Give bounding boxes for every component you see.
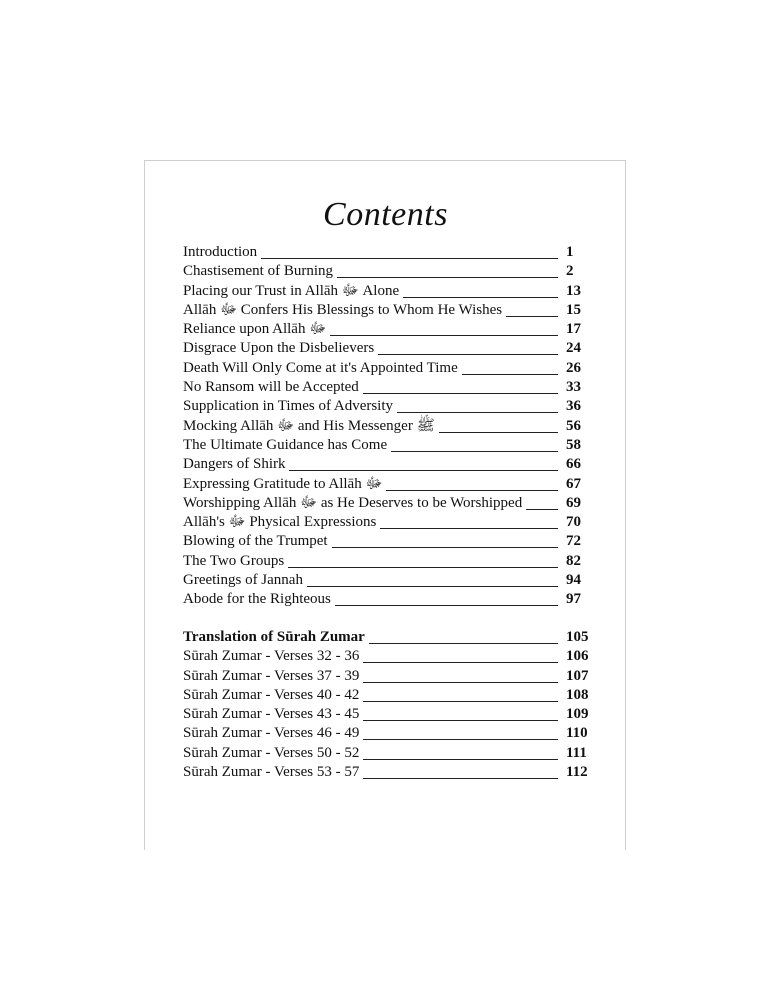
toc-entry-title: Sūrah Zumar - Verses 53 - 57: [183, 764, 360, 781]
dotted-leader: [391, 451, 558, 452]
dotted-leader: [403, 297, 558, 298]
toc-page-number: 66: [566, 456, 581, 473]
toc-entry-title: Worshipping Allāh ﷻ as He Deserves to be Worshipped: [183, 494, 523, 511]
dotted-leader: [289, 470, 558, 471]
toc-page-number: 107: [566, 667, 589, 684]
toc-page-number: 1: [566, 244, 574, 260]
toc-page-number: 15: [566, 301, 581, 318]
toc-entry[interactable]: [183, 282, 603, 301]
dotted-leader: [332, 547, 558, 548]
toc-entry-title: The Two Groups: [183, 552, 285, 569]
toc-entry[interactable]: [183, 475, 603, 494]
toc-entry-title: Chastisement of Burning: [183, 263, 333, 280]
toc-page-number: 82: [566, 552, 581, 569]
toc-section-chapters: [183, 243, 603, 610]
toc-entry[interactable]: [183, 647, 603, 666]
toc-entry[interactable]: [183, 397, 603, 416]
toc-entry[interactable]: [183, 705, 603, 724]
toc-entry[interactable]: [183, 301, 603, 320]
toc-page-number: 112: [566, 764, 588, 781]
toc-page-number: 56: [566, 417, 581, 434]
toc-entry-title: Dangers of Shirk: [183, 456, 286, 473]
toc-page-number: 17: [566, 321, 581, 338]
toc-entry-title: The Ultimate Guidance has Come: [183, 436, 388, 453]
toc-section-translation: [183, 628, 603, 782]
dotted-leader: [363, 662, 558, 663]
toc-entry-title: Death Will Only Come at it's Appointed Time: [183, 359, 458, 376]
toc-page-number: 69: [566, 494, 581, 511]
toc-entry-title: Blowing of the Trumpet: [183, 533, 328, 550]
toc-entry[interactable]: [183, 532, 603, 551]
dotted-leader: [378, 354, 558, 355]
toc-entry[interactable]: [183, 686, 603, 705]
toc-entry-title: Sūrah Zumar - Verses 32 - 36: [183, 648, 360, 665]
toc-page-number: 58: [566, 436, 581, 453]
toc-entry-title: Sūrah Zumar - Verses 40 - 42: [183, 686, 360, 703]
dotted-leader: [363, 778, 558, 779]
toc-page-number: 94: [566, 572, 581, 589]
toc-page-number: 97: [566, 591, 581, 608]
dotted-leader: [288, 567, 558, 568]
toc-entry[interactable]: [183, 590, 603, 609]
toc-entry[interactable]: [183, 571, 603, 590]
toc-entry-title: Expressing Gratitude to Allāh ﷻ: [183, 475, 383, 492]
toc-entry[interactable]: [183, 724, 603, 743]
dotted-leader: [526, 509, 558, 510]
toc-page-number: 33: [566, 379, 581, 396]
toc-entry-title: Greetings of Jannah: [183, 572, 303, 589]
toc-entry[interactable]: [183, 417, 603, 436]
toc-entry[interactable]: [183, 436, 603, 455]
dotted-leader: [363, 701, 558, 702]
toc-entry[interactable]: [183, 243, 603, 262]
toc-page-number: 106: [566, 648, 589, 665]
toc-entry-title: Translation of Sūrah Zumar: [183, 629, 365, 645]
dotted-leader: [439, 432, 558, 433]
toc-page-number: 70: [566, 514, 581, 531]
toc-entry-title: Introduction: [183, 244, 258, 260]
toc-entry-title: Supplication in Times of Adversity: [183, 398, 394, 415]
dotted-leader: [261, 258, 558, 259]
dotted-leader: [369, 643, 558, 644]
toc-entry-title: Disgrace Upon the Disbelievers: [183, 340, 375, 357]
toc-entry-title: Mocking Allāh ﷻ and His Messenger ﷺ: [183, 417, 435, 434]
dotted-leader: [337, 277, 558, 278]
toc-entry[interactable]: [183, 744, 603, 763]
toc-page-number: 67: [566, 475, 581, 492]
dotted-leader: [363, 759, 558, 760]
toc-entry[interactable]: [183, 359, 603, 378]
toc-page-number: 26: [566, 359, 581, 376]
toc-entry[interactable]: [183, 339, 603, 358]
toc-page-number: 24: [566, 340, 581, 357]
dotted-leader: [397, 412, 558, 413]
dotted-leader: [363, 720, 558, 721]
toc-entry-title: Sūrah Zumar - Verses 43 - 45: [183, 706, 360, 723]
dotted-leader: [363, 739, 558, 740]
dotted-leader: [380, 528, 558, 529]
toc-page-number: 110: [566, 725, 588, 742]
dotted-leader: [506, 316, 558, 317]
toc-entry[interactable]: [183, 763, 603, 782]
toc-page-number: 105: [566, 629, 589, 645]
toc-entry-title: Sūrah Zumar - Verses 50 - 52: [183, 744, 360, 761]
toc-entry[interactable]: [183, 320, 603, 339]
dotted-leader: [386, 490, 558, 491]
toc-page-number: 109: [566, 706, 589, 723]
toc-entry-title: Allāh ﷻ Confers His Blessings to Whom He Wishes: [183, 301, 503, 318]
toc-entry[interactable]: [183, 378, 603, 397]
toc-entry[interactable]: [183, 552, 603, 571]
toc-entry[interactable]: [183, 262, 603, 281]
dotted-leader: [330, 335, 558, 336]
toc-page-number: 111: [566, 744, 587, 761]
dotted-leader: [335, 605, 558, 606]
dotted-leader: [307, 586, 558, 587]
toc-page-number: 108: [566, 686, 589, 703]
toc-entry-title: Placing our Trust in Allāh ﷻ Alone: [183, 282, 400, 299]
toc-page-number: 36: [566, 398, 581, 415]
toc-entry[interactable]: [183, 494, 603, 513]
toc-entry-title: Abode for the Righteous: [183, 591, 331, 608]
toc-entry[interactable]: [183, 628, 603, 647]
toc-page-number: 13: [566, 282, 581, 299]
toc-entry[interactable]: [183, 513, 603, 532]
page-title: Contents: [323, 196, 448, 233]
toc-entry-title: No Ransom will be Accepted: [183, 379, 359, 396]
toc-entry-title: Reliance upon Allāh ﷻ: [183, 321, 327, 338]
toc-entry-title: Sūrah Zumar - Verses 46 - 49: [183, 725, 360, 742]
toc-page-number: 2: [566, 263, 574, 280]
dotted-leader: [462, 374, 558, 375]
dotted-leader: [363, 393, 558, 394]
toc-entry-title: Allāh's ﷻ Physical Expressions: [183, 514, 377, 531]
toc-entry[interactable]: [183, 667, 603, 686]
dotted-leader: [363, 682, 558, 683]
toc-entry-title: Sūrah Zumar - Verses 37 - 39: [183, 667, 360, 684]
toc-page-number: 72: [566, 533, 581, 550]
toc-entry[interactable]: [183, 455, 603, 474]
